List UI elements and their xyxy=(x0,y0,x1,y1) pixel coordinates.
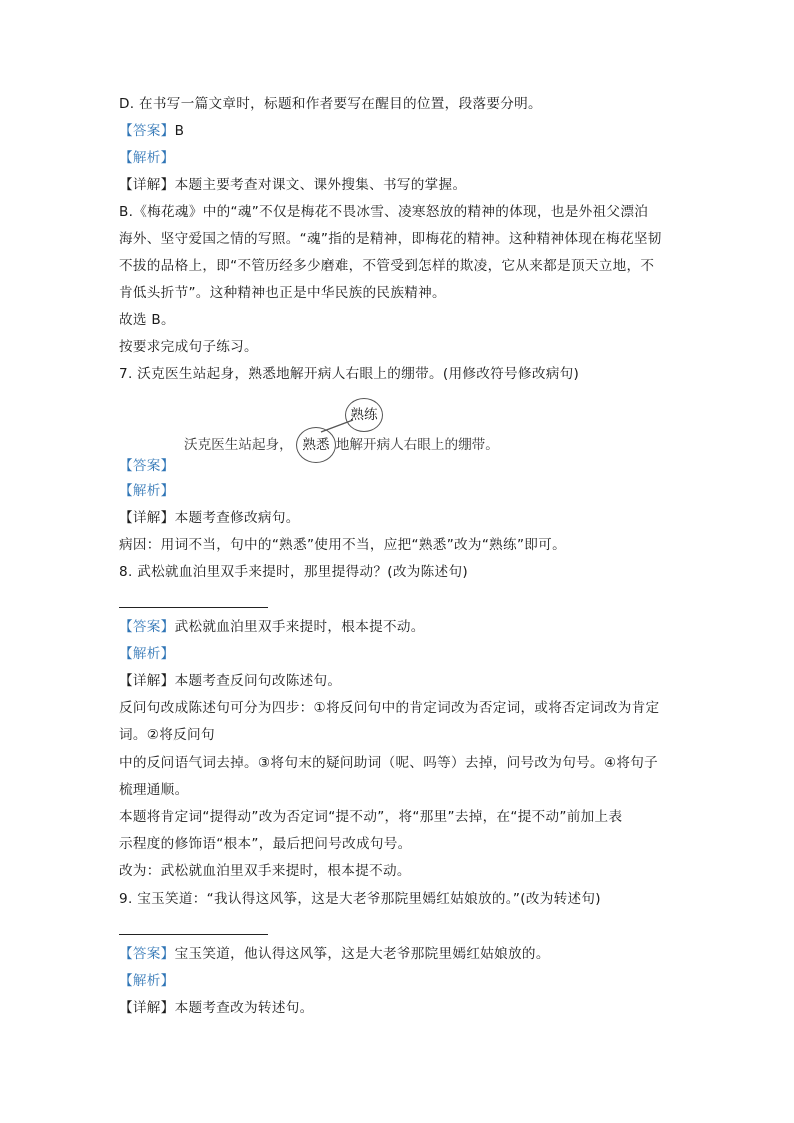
question-7: 7. 沃克医生站起身，熟悉地解开病人右眼上的绷带。(用修改符号修改病句) xyxy=(119,366,580,382)
analysis-tag-4: 【解析】 xyxy=(119,973,175,989)
line-25: 示程度的修饰语“根本”，最后把问号改成句号。 xyxy=(119,836,412,852)
line-6: 海外、坚守爱国之情的写照。“魂”指的是精神，即梅花的精神。这种精神体现在梅花坚韧 xyxy=(119,231,662,247)
line-4: 【详解】本题主要考查对课文、课外搜集、书写的掌握。 xyxy=(119,177,467,193)
line-26: 改为：武松就血泊里双手来提时，根本提不动。 xyxy=(119,863,411,879)
answer-text-4: 宝玉笑道，他认得这风筝，这是大老爷那院里嫣红姑娘放的。 xyxy=(174,946,550,962)
replacement-word: 熟练 xyxy=(345,398,383,432)
analysis-tag-3: 【解析】 xyxy=(119,646,175,662)
line-15: 病因：用词不当，句中的“熟悉”使用不当，应把“熟悉”改为“熟练”即可。 xyxy=(119,537,566,553)
answer-tag: 【答案】 xyxy=(119,123,175,139)
line-30: 【详解】本题考查改为转述句。 xyxy=(119,1000,314,1016)
answer-rule-1 xyxy=(119,607,268,608)
line-7: 不拔的品格上，即“不管历经多少磨难，不管受到怎样的欺凌，它从来都是顶天立地，不 xyxy=(119,258,655,274)
question-9: 9. 宝玉笑道：“我认得这风筝，这是大老爷那院里嫣红姑娘放的。”(改为转述句) xyxy=(119,891,601,907)
sentence-after: 地解开病人右眼上的绷带。 xyxy=(335,437,499,453)
answer-tag-4: 【答案】 xyxy=(119,946,175,962)
answer-line-4 xyxy=(119,944,550,964)
answer-text-3: 武松就血泊里双手来提时，根本提不动。 xyxy=(174,619,425,635)
line-19: 【详解】本题考查反问句改陈述句。 xyxy=(119,673,342,689)
line-14: 【详解】本题考查修改病句。 xyxy=(119,510,300,526)
question-8: 8. 武松就血泊里双手来提时，那里提得动？(改为陈述句) xyxy=(119,564,468,580)
analysis-tag: 【解析】 xyxy=(119,150,175,166)
analysis-tag-2: 【解析】 xyxy=(119,483,175,499)
answer-rule-2 xyxy=(119,934,268,935)
line-21: 词。②将反问句 xyxy=(119,727,215,743)
line-24: 本题将肯定词“提得动”改为否定词“提不动”，将“那里”去掉，在“提不动”前加上表 xyxy=(119,809,623,825)
line-23: 梳理通顺。 xyxy=(119,782,189,798)
correction-figure xyxy=(180,398,520,464)
circled-word: 熟悉 xyxy=(296,427,336,463)
line-22: 中的反问语气词去掉。③将句末的疑问助词（呢、吗等）去掉，问号改为句号。④将句子 xyxy=(119,755,659,771)
answer-tag-2: 【答案】 xyxy=(119,458,175,474)
answer-line-3 xyxy=(119,617,425,637)
line-5: B.《梅花魂》中的“魂”不仅是梅花不畏冰雪、凌寒怒放的精神的体现，也是外祖父漂泊 xyxy=(119,204,649,220)
line-9: 故选 B。 xyxy=(119,312,175,328)
answer-line xyxy=(119,121,184,141)
answer-text: B xyxy=(174,123,185,139)
line-10: 按要求完成句子练习。 xyxy=(119,339,258,355)
line-20: 反问句改成陈述句可分为四步：①将反问句中的肯定词改为否定词，或将否定词改为肯定 xyxy=(119,700,660,716)
line-8: 肯低头折节”。这种精神也正是中华民族的民族精神。 xyxy=(119,285,446,301)
sentence-before: 沃克医生站起身， xyxy=(184,437,293,453)
correction-sentence xyxy=(184,435,499,455)
line-1: D. 在书写一篇文章时，标题和作者要写在醒目的位置，段落要分明。 xyxy=(119,96,542,112)
answer-tag-3: 【答案】 xyxy=(119,619,175,635)
